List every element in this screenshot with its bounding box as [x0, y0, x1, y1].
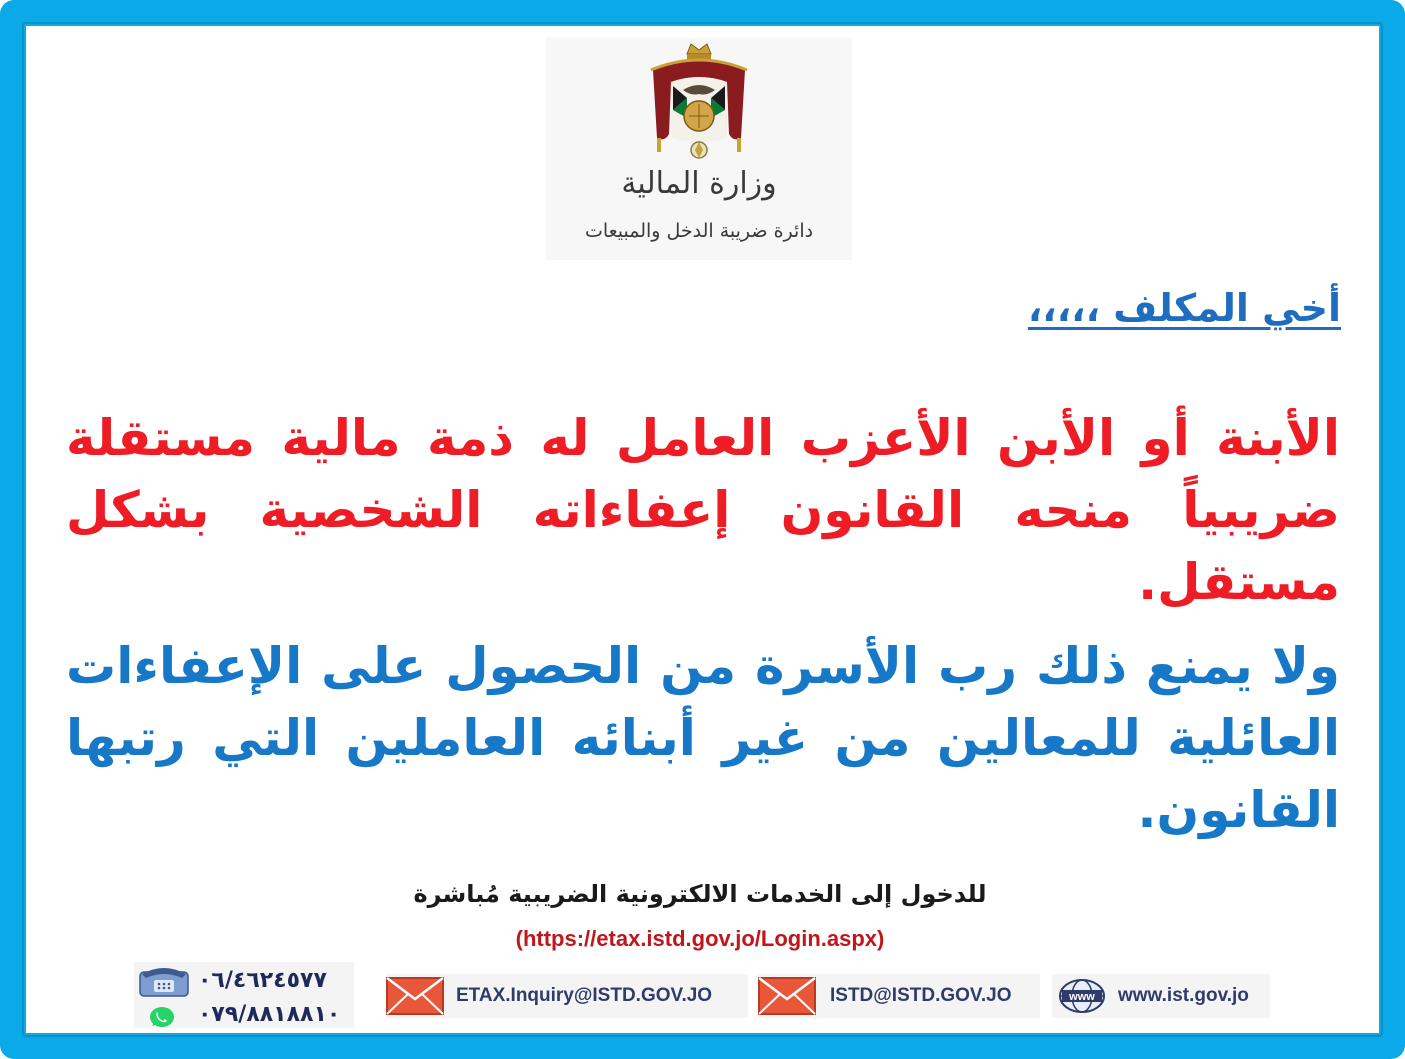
independent-exemption-paragraph: الأبنة أو الأبن الأعزب العامل له ذمة مالية مستقلة ضريبياً منحه القانون إعفاءاته الشخصية بشكل مستقل. [66, 409, 1340, 611]
eservices-access-label: للدخول إلى الخدمات الالكترونية الضريبية مُباشرة [413, 880, 987, 908]
www-icon-text: www [1069, 991, 1095, 1003]
greeting-heading: أخي المكلف ،،،،، [1027, 286, 1341, 330]
landline-number[interactable]: ٠٦/٤٦٢٤٥٧٧ [198, 968, 327, 993]
inquiry-email-link[interactable]: ETAX.Inquiry@ISTD.GOV.JO [456, 985, 713, 1006]
department-name: دائرة ضريبة الدخل والمبيعات [584, 220, 814, 242]
envelope-icon [758, 977, 816, 1015]
ministry-logo-card [546, 38, 852, 260]
website-link[interactable]: www.ist.gov.jo [1118, 985, 1249, 1006]
website-contact[interactable] [1052, 974, 1270, 1018]
eservices-login-link[interactable]: (https://etax.istd.gov.jo/Login.aspx) [515, 926, 885, 951]
envelope-icon [386, 977, 444, 1015]
whatsapp-number[interactable]: ٠٧٩/٨٨١٨٨١٠ [198, 1002, 341, 1027]
inquiry-email-contact[interactable] [386, 974, 748, 1018]
istd-email-contact[interactable] [758, 974, 1040, 1018]
phone-contacts [134, 962, 354, 1028]
telephone-icon [138, 964, 190, 998]
ministry-name: وزارة المالية [621, 166, 777, 201]
globe-www-icon [1056, 976, 1108, 1016]
family-exemption-paragraph: ولا يمنع ذلك رب الأسرة من الحصول على الإعفاءات العائلية للمعالين من غير أبنائه العاملين التي رتبها القانون. [66, 637, 1340, 839]
coat-of-arms-icon [643, 42, 755, 166]
whatsapp-icon [148, 1006, 176, 1028]
istd-email-link[interactable]: ISTD@ISTD.GOV.JO [830, 985, 1012, 1006]
